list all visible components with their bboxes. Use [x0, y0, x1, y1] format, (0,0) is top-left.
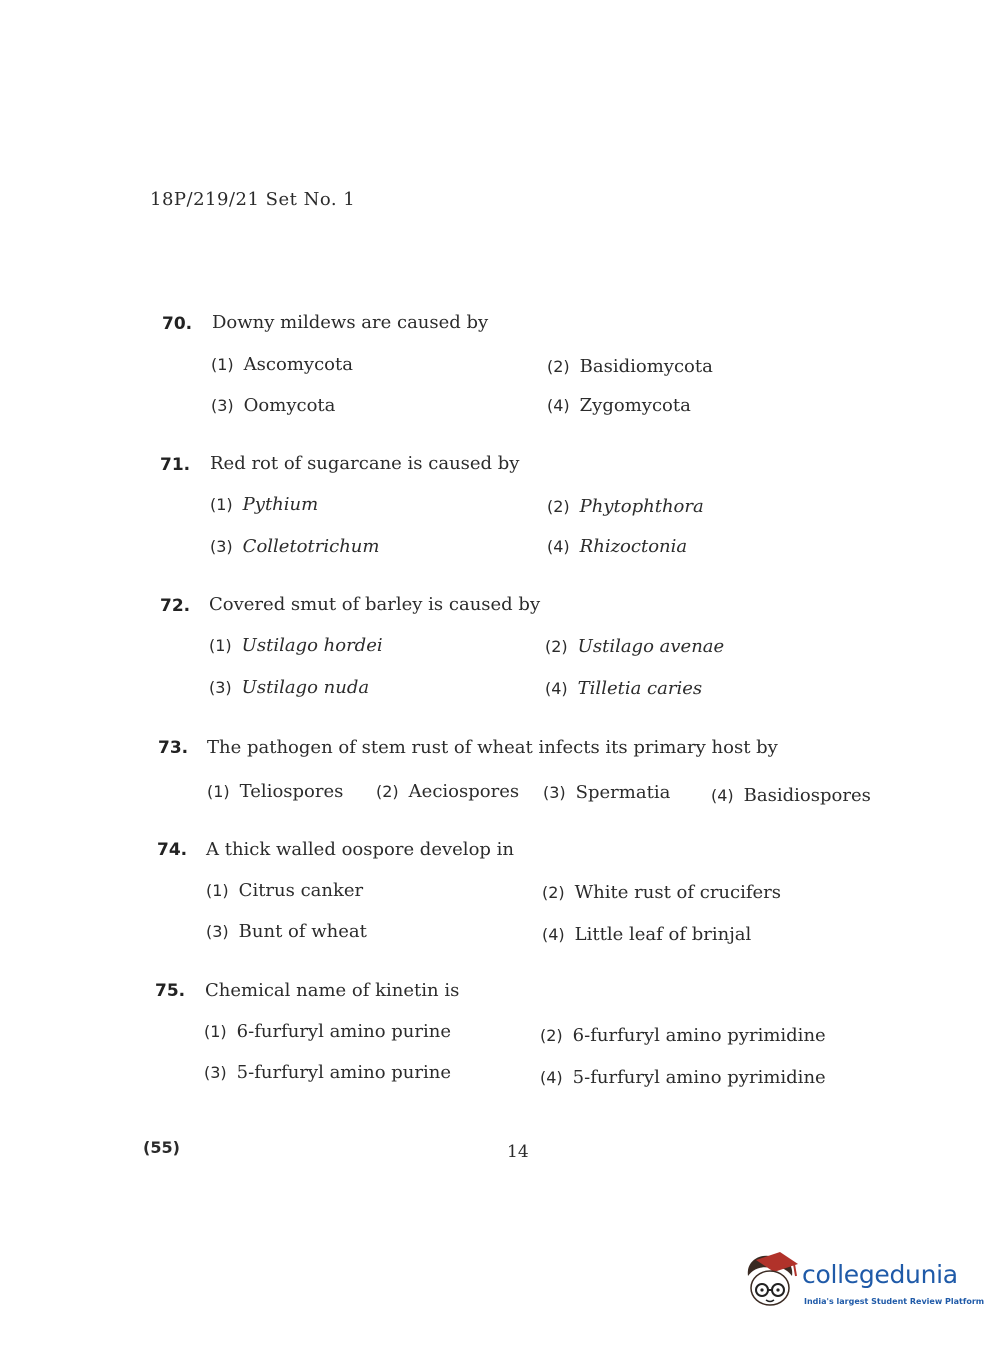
- option-4: (4) 5-furfuryl amino pyrimidine: [540, 1067, 826, 1088]
- question-text: Downy mildews are caused by: [212, 312, 489, 333]
- question-number: 74.: [157, 840, 188, 860]
- option-2: (2) Basidiomycota: [547, 356, 713, 377]
- question-text: The pathogen of stem rust of wheat infects its primary host by: [207, 737, 778, 758]
- option-1: (1) Citrus canker: [206, 880, 364, 901]
- option-3: (3) Colletotrichum: [210, 536, 380, 557]
- question-text: Chemical name of kinetin is: [205, 980, 460, 1001]
- option-2: (2) Phytophthora: [547, 496, 704, 517]
- option-4: (4) Tilletia caries: [545, 678, 703, 699]
- collegedunia-logo[interactable]: [742, 1250, 985, 1320]
- option-2: (2) White rust of crucifers: [542, 882, 782, 903]
- question-number: 73.: [158, 738, 189, 758]
- question-text: Red rot of sugarcane is caused by: [210, 453, 520, 474]
- option-3: (3) Ustilago nuda: [209, 677, 370, 698]
- option-2: (2) Ustilago avenae: [545, 636, 725, 657]
- brand-name: collegedunia: [802, 1260, 958, 1289]
- option-3: (3) 5-furfuryl amino purine: [204, 1062, 452, 1083]
- brand-tagline: India's largest Student Review Platform: [804, 1297, 985, 1306]
- page-number: 14: [507, 1142, 529, 1162]
- option-1: (1) Pythium: [210, 494, 319, 515]
- question-number: 75.: [155, 981, 186, 1001]
- question-number: 70.: [162, 314, 193, 334]
- option-3: (3) Oomycota: [211, 395, 336, 416]
- question-number: 72.: [160, 596, 191, 616]
- option-2: (2) 6-furfuryl amino pyrimidine: [540, 1025, 826, 1046]
- question-number: 71.: [160, 455, 191, 475]
- option-1: (1) Ustilago hordei: [209, 635, 383, 656]
- option-3: (3) Spermatia: [543, 782, 671, 803]
- option-2: (2) Aeciospores: [376, 781, 520, 802]
- option-3: (3) Bunt of wheat: [206, 921, 367, 942]
- option-1: (1) Teliospores: [207, 781, 344, 802]
- option-4: (4) Rhizoctonia: [547, 536, 688, 557]
- option-4: (4) Little leaf of brinjal: [542, 924, 752, 945]
- question-text: A thick walled oospore develop in: [206, 839, 514, 860]
- footer-code: (55): [143, 1138, 180, 1157]
- option-1: (1) Ascomycota: [211, 354, 353, 375]
- paper-code: 18P/219/21 Set No. 1: [150, 189, 356, 210]
- option-4: (4) Zygomycota: [547, 395, 691, 416]
- question-text: Covered smut of barley is caused by: [209, 594, 541, 615]
- option-1: (1) 6-furfuryl amino purine: [204, 1021, 452, 1042]
- mascot-graduate-icon: [742, 1250, 800, 1320]
- option-4: (4) Basidiospores: [711, 785, 871, 806]
